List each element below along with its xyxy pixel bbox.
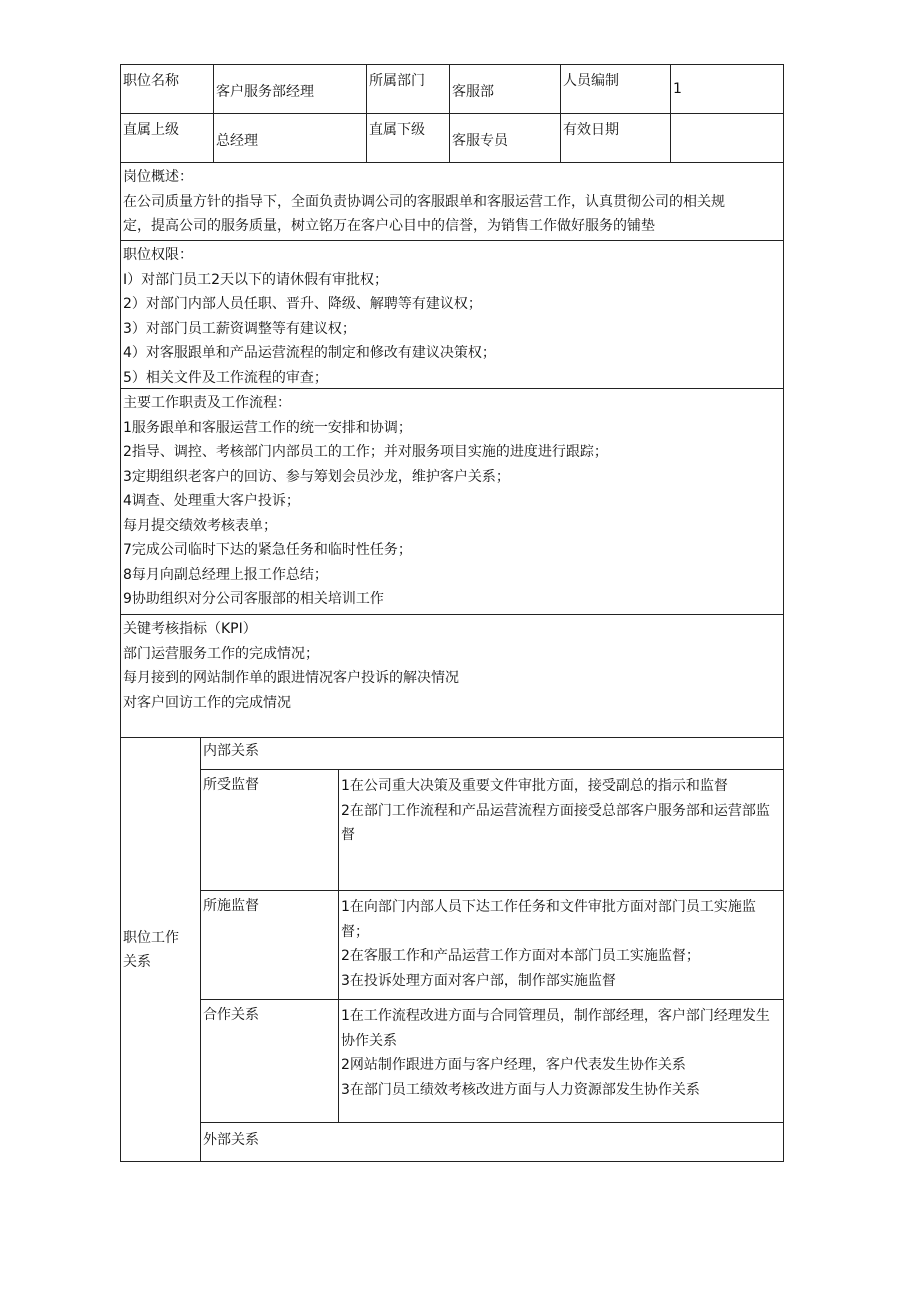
headcount-value: 1 (673, 81, 682, 97)
relation-item: 2在部门工作流程和产品运营流程方面接受总部客户服务部和运营部监督 (341, 802, 770, 843)
authority-item: 3）对部门员工薪资调整等有建议权； (123, 320, 356, 337)
relation-group-label: 所施监督 (201, 891, 339, 999)
internal-relations-title: 内部关系 (201, 738, 783, 770)
direct-superior-value: 总经理 (214, 114, 367, 162)
duty-item: 2指导、调控、考核部门内部员工的工作；并对服务项目实施的进度进行跟踪； (123, 444, 608, 460)
header-row-1 (121, 65, 783, 114)
duty-item: 7完成公司临时下达的紧急任务和临时性任务； (123, 542, 412, 558)
duties-title: 主要工作职责及工作流程： (123, 395, 291, 411)
overview-title: 岗位概述： (123, 169, 193, 185)
authority-item: 2）对部门内部人员任职、晋升、降级、解聘等有建议权； (123, 296, 482, 312)
relation-group-cooperation (201, 1000, 783, 1123)
work-relations-label-line: 关系 (123, 953, 151, 970)
relation-group-supervises (201, 891, 783, 1000)
relation-group-supervised-by (201, 770, 783, 891)
relation-item: 3在投诉处理方面对客户部，制作部实施监督 (341, 972, 616, 989)
authority-item: 5）相关文件及工作流程的审查； (123, 369, 328, 386)
kpi-item: 部门运营服务工作的完成情况； (123, 645, 319, 662)
external-relations-title: 外部关系 (203, 1132, 259, 1148)
kpi-item: 每月接到的网站制作单的跟进情况客户投诉的解决情况 (123, 670, 459, 686)
position-name-label: 职位名称 (121, 65, 214, 113)
duty-item: 每月提交绩效考核表单； (123, 517, 277, 534)
duty-item: 4调查、处理重大客户投诉； (123, 493, 300, 509)
relation-item: 1在工作流程改进方面与合同管理员，制作部经理，客户部门经理发生协作关系 (341, 1008, 770, 1049)
headcount-label: 人员编制 (561, 65, 671, 113)
department-value: 客服部 (450, 65, 561, 113)
position-name-value: 客户服务部经理 (214, 65, 367, 113)
relations-detail (201, 738, 783, 1161)
direct-subordinate-label: 直属下级 (367, 114, 450, 162)
work-relations-section (121, 738, 783, 1161)
authority-title: 职位权限： (123, 247, 193, 263)
relation-group-items (339, 1000, 783, 1122)
job-description-table (120, 64, 784, 1162)
effective-date-label: 有效日期 (561, 114, 671, 162)
relation-group-label: 合作关系 (201, 1000, 339, 1122)
overview-line: 在公司质量方针的指导下，全面负责协调公司的客服跟单和客服运营工作，认真贯彻公司的相关规 (123, 193, 725, 210)
kpi-title: 关键考核指标（KPI） (123, 621, 257, 637)
duty-item: 8每月向副总经理上报工作总结； (123, 566, 328, 583)
department-label: 所属部门 (367, 65, 450, 113)
duty-item: 3定期组织老客户的回访、参与筹划会员沙龙，维护客户关系； (123, 468, 510, 485)
direct-subordinate-value: 客服专员 (450, 114, 561, 162)
direct-superior-label: 直属上级 (121, 114, 214, 162)
relation-group-items (339, 770, 783, 890)
relation-item: 1在向部门内部人员下达工作任务和文件审批方面对部门员工实施监督； (341, 899, 756, 940)
kpi-item: 对客户回访工作的完成情况 (123, 694, 291, 711)
duty-item: 1服务跟单和客服运营工作的统一安排和协调； (123, 419, 412, 436)
work-relations-label-line: 职位工作 (123, 929, 179, 946)
authority-section (121, 241, 783, 389)
kpi-section (121, 615, 783, 738)
work-relations-label (121, 738, 201, 1161)
relation-item: 2网站制作跟进方面与客户经理，客户代表发生协作关系 (341, 1057, 686, 1073)
overview-line: 定，提高公司的服务质量，树立铭万在客户心目中的信誉，为销售工作做好服务的铺垫 (123, 218, 655, 234)
duties-section (121, 389, 783, 615)
relation-item: 3在部门员工绩效考核改进方面与人力资源部发生协作关系 (341, 1081, 700, 1098)
relation-item: 2在客服工作和产品运营工作方面对本部门员工实施监督； (341, 948, 700, 964)
overview-section (121, 163, 783, 241)
duty-item: 9协助组织对分公司客服部的相关培训工作 (123, 591, 384, 607)
effective-date-value (671, 114, 783, 162)
relation-item: 1在公司重大决策及重要文件审批方面，接受副总的指示和监督 (341, 778, 728, 794)
authority-item: I）对部门员工2天以下的请休假有审批权； (123, 271, 389, 288)
header-row-2 (121, 114, 783, 163)
relation-group-label: 所受监督 (201, 770, 339, 890)
relation-group-items (339, 891, 783, 999)
authority-item: 4）对客服跟单和产品运营流程的制定和修改有建议决策权； (123, 345, 496, 361)
